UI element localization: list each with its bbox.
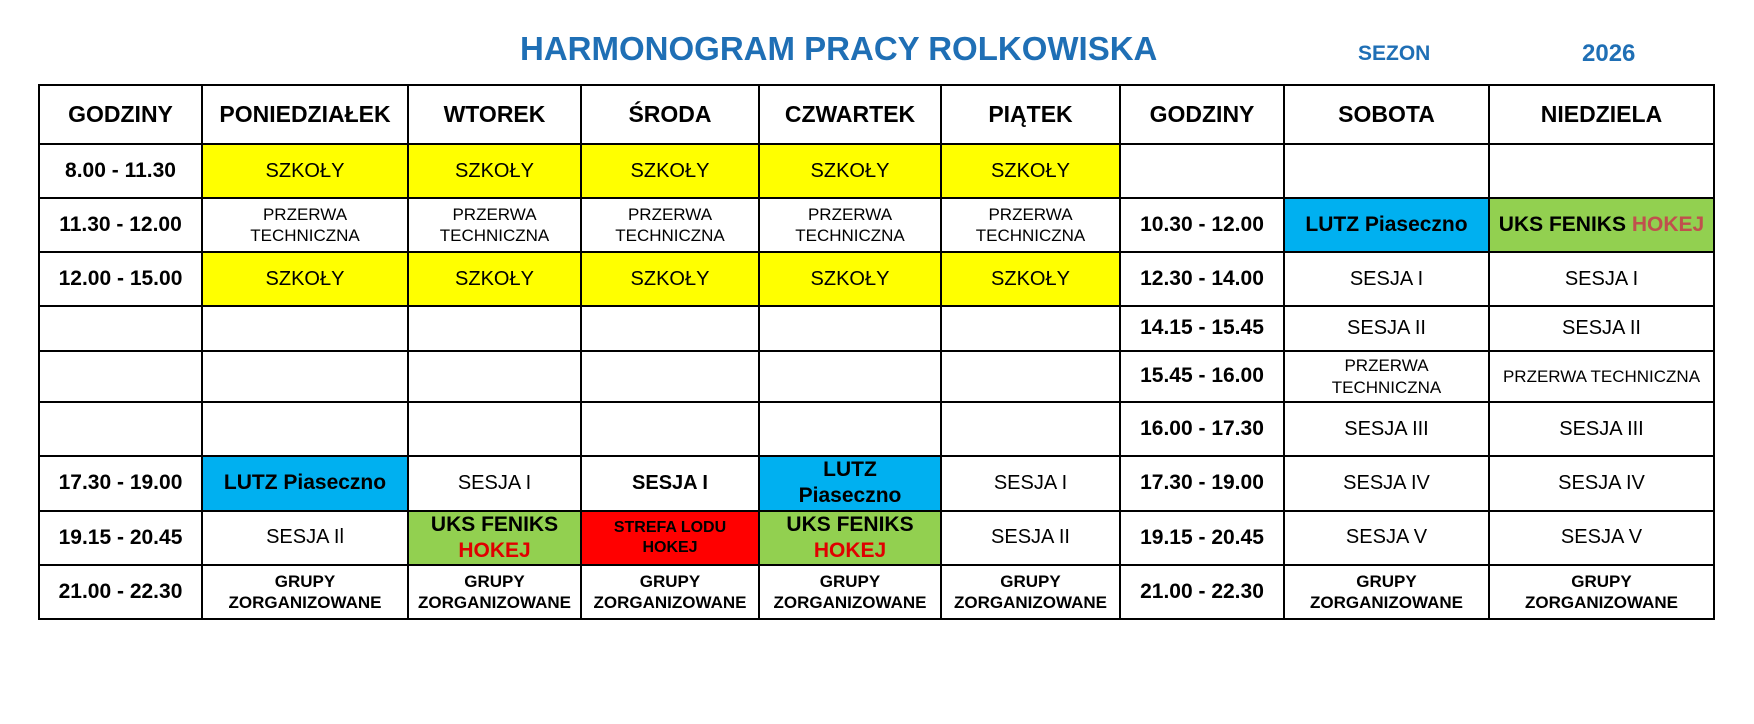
weekday-time-cell: 11.30 - 12.00: [39, 198, 202, 252]
schedule-table: [38, 84, 1715, 620]
feniks-label: UKS FENIKS: [786, 512, 914, 536]
column-header-tuesday: WTOREK: [408, 85, 581, 144]
weekday-time-cell: 12.00 - 15.00: [39, 252, 202, 306]
break-line-2: TECHNICZNA: [975, 226, 1086, 245]
column-header-hours: GODZINY: [39, 85, 202, 144]
session-cell: SESJA I: [1284, 252, 1489, 306]
session-cell: SESJA III: [1489, 402, 1714, 456]
weekday-time-cell: [39, 351, 202, 402]
weekend-time-cell: 17.30 - 19.00: [1120, 456, 1284, 511]
break-line-1: PRZERWA: [988, 204, 1073, 224]
empty-cell: [202, 351, 408, 402]
schools-cell: SZKOŁY: [581, 144, 759, 198]
groups-line-2: ZORGANIZOWANE: [228, 593, 382, 612]
table-row: [39, 565, 1714, 619]
organized-groups-cell: [941, 565, 1120, 619]
session-cell: SESJA I: [941, 456, 1120, 511]
lutz-cell: LUTZ Piaseczno: [1284, 198, 1489, 252]
groups-line-1: GRUPY: [1000, 571, 1061, 591]
table-row: [39, 144, 1714, 198]
hokej-label: HOKEJ: [458, 538, 531, 562]
session-cell: SESJA V: [1489, 511, 1714, 566]
schools-cell: SZKOŁY: [941, 252, 1120, 306]
empty-cell: [581, 402, 759, 456]
session-cell: SESJA V: [1284, 511, 1489, 566]
empty-cell: [408, 402, 581, 456]
session-cell: SESJA II: [941, 511, 1120, 566]
hokej-label: HOKEJ: [642, 538, 698, 556]
table-row: [39, 402, 1714, 456]
groups-line-1: GRUPY: [274, 571, 336, 591]
empty-cell: [759, 306, 941, 351]
column-header-monday: PONIEDZIAŁEK: [202, 85, 408, 144]
column-header-thursday: CZWARTEK: [759, 85, 941, 144]
groups-line-1: GRUPY: [464, 571, 525, 591]
schools-cell: SZKOŁY: [408, 252, 581, 306]
session-cell: SESJA Il: [202, 511, 408, 566]
groups-line-1: GRUPY: [1356, 571, 1417, 591]
weekend-time-cell: 19.15 - 20.45: [1120, 511, 1284, 566]
break-line-2: TECHNICZNA: [615, 226, 725, 245]
session-cell: SESJA III: [1284, 402, 1489, 456]
lutz-line-1: LUTZ: [823, 458, 877, 481]
groups-line-2: ZORGANIZOWANE: [593, 593, 747, 612]
technical-break-cell: [759, 198, 941, 252]
empty-cell: [1284, 144, 1489, 198]
empty-cell: [941, 402, 1120, 456]
session-cell: SESJA I: [1489, 252, 1714, 306]
empty-cell: [581, 351, 759, 402]
schools-cell: SZKOŁY: [202, 252, 408, 306]
table-row: [39, 306, 1714, 351]
organized-groups-cell: GRUPY ZORGANIZOWANE: [1489, 565, 1714, 619]
uks-feniks-cell: [408, 511, 581, 566]
empty-cell: [202, 306, 408, 351]
empty-cell: [1489, 144, 1714, 198]
break-line-1: PRZERWA: [627, 204, 713, 224]
column-header-wednesday: ŚRODA: [581, 85, 759, 144]
weekday-time-cell: [39, 306, 202, 351]
schools-cell: SZKOŁY: [759, 144, 941, 198]
season-label: SEZON: [1358, 42, 1431, 65]
lutz-line-2: Piaseczno: [798, 484, 902, 508]
hokej-label: HOKEJ: [813, 538, 887, 562]
groups-line-1: GRUPY: [819, 571, 881, 591]
strefa-lodu-cell: [581, 511, 759, 566]
weekend-time-cell: 12.30 - 14.00: [1120, 252, 1284, 306]
schools-cell: SZKOŁY: [759, 252, 941, 306]
weekend-time-cell: 14.15 - 15.45: [1120, 306, 1284, 351]
organized-groups-cell: [581, 565, 759, 619]
groups-line-2: ZORGANIZOWANE: [1310, 593, 1463, 612]
schools-cell: SZKOŁY: [581, 252, 759, 306]
column-header-saturday: SOBOTA: [1284, 85, 1489, 144]
weekday-time-cell: [39, 402, 202, 456]
weekend-time-cell: [1120, 144, 1284, 198]
empty-cell: [759, 351, 941, 402]
break-line-2: TECHNICZNA: [439, 226, 550, 245]
organized-groups-cell: [1284, 565, 1489, 619]
empty-cell: [941, 306, 1120, 351]
session-cell: SESJA I: [408, 456, 581, 511]
break-line-1: PRZERWA: [452, 204, 537, 224]
hokej-label: HOKEJ: [1631, 212, 1705, 236]
technical-break-cell: PRZERWA TECHNICZNA: [1489, 351, 1714, 402]
groups-line-1: GRUPY: [639, 571, 701, 591]
schools-cell: SZKOŁY: [408, 144, 581, 198]
feniks-label: UKS FENIKS: [430, 512, 559, 536]
empty-cell: [408, 351, 581, 402]
table-row: [39, 198, 1714, 252]
groups-line-2: ZORGANIZOWANE: [773, 593, 927, 612]
weekend-time-cell: 10.30 - 12.00: [1120, 198, 1284, 252]
weekend-time-cell: 15.45 - 16.00: [1120, 351, 1284, 402]
weekday-time-cell: 21.00 - 22.30: [39, 565, 202, 619]
session-cell: SESJA II: [1284, 306, 1489, 351]
page-title: HARMONOGRAM PRACY ROLKOWISKA: [520, 30, 1158, 67]
session-cell: SESJA IV: [1489, 456, 1714, 511]
empty-cell: [941, 351, 1120, 402]
weekend-time-cell: 21.00 - 22.30: [1120, 565, 1284, 619]
groups-line-2: ZORGANIZOWANE: [418, 593, 571, 612]
column-header-sunday: NIEDZIELA: [1489, 85, 1714, 144]
table-row: [39, 252, 1714, 306]
lutz-cell: [759, 456, 941, 511]
session-cell: SESJA IV: [1284, 456, 1489, 511]
break-line-1: PRZERWA: [807, 204, 893, 224]
column-header-hours-weekend: GODZINY: [1120, 85, 1284, 144]
technical-break-cell: [408, 198, 581, 252]
table-row: [39, 351, 1714, 402]
schools-cell: SZKOŁY: [941, 144, 1120, 198]
uks-feniks-cell: [1489, 198, 1714, 252]
feniks-label: UKS FENIKS: [1498, 212, 1626, 236]
season-year: 2026: [1582, 40, 1636, 67]
organized-groups-cell: [759, 565, 941, 619]
weekend-time-cell: 16.00 - 17.30: [1120, 402, 1284, 456]
lutz-cell: LUTZ Piaseczno: [202, 456, 408, 511]
uks-feniks-cell: [759, 511, 941, 566]
empty-cell: [408, 306, 581, 351]
column-header-friday: PIĄTEK: [941, 85, 1120, 144]
technical-break-cell: PRZERWA TECHNICZNA: [202, 198, 408, 252]
technical-break-cell: [581, 198, 759, 252]
session-cell: SESJA II: [1489, 306, 1714, 351]
session-cell: SESJA I: [581, 456, 759, 511]
header-row: [39, 85, 1714, 144]
organized-groups-cell: [408, 565, 581, 619]
break-line-2: TECHNICZNA: [795, 226, 905, 245]
groups-line-2: ZORGANIZOWANE: [954, 593, 1107, 612]
empty-cell: [202, 402, 408, 456]
weekday-time-cell: 17.30 - 19.00: [39, 456, 202, 511]
table-row: [39, 511, 1714, 566]
schools-cell: SZKOŁY: [202, 144, 408, 198]
empty-cell: [759, 402, 941, 456]
technical-break-cell: PRZERWA TECHNICZNA: [1284, 351, 1489, 402]
organized-groups-cell: [202, 565, 408, 619]
weekday-time-cell: 19.15 - 20.45: [39, 511, 202, 566]
strefa-label: STREFA LODU: [613, 518, 727, 536]
weekday-time-cell: 8.00 - 11.30: [39, 144, 202, 198]
empty-cell: [581, 306, 759, 351]
technical-break-cell: [941, 198, 1120, 252]
table-row: [39, 456, 1714, 511]
